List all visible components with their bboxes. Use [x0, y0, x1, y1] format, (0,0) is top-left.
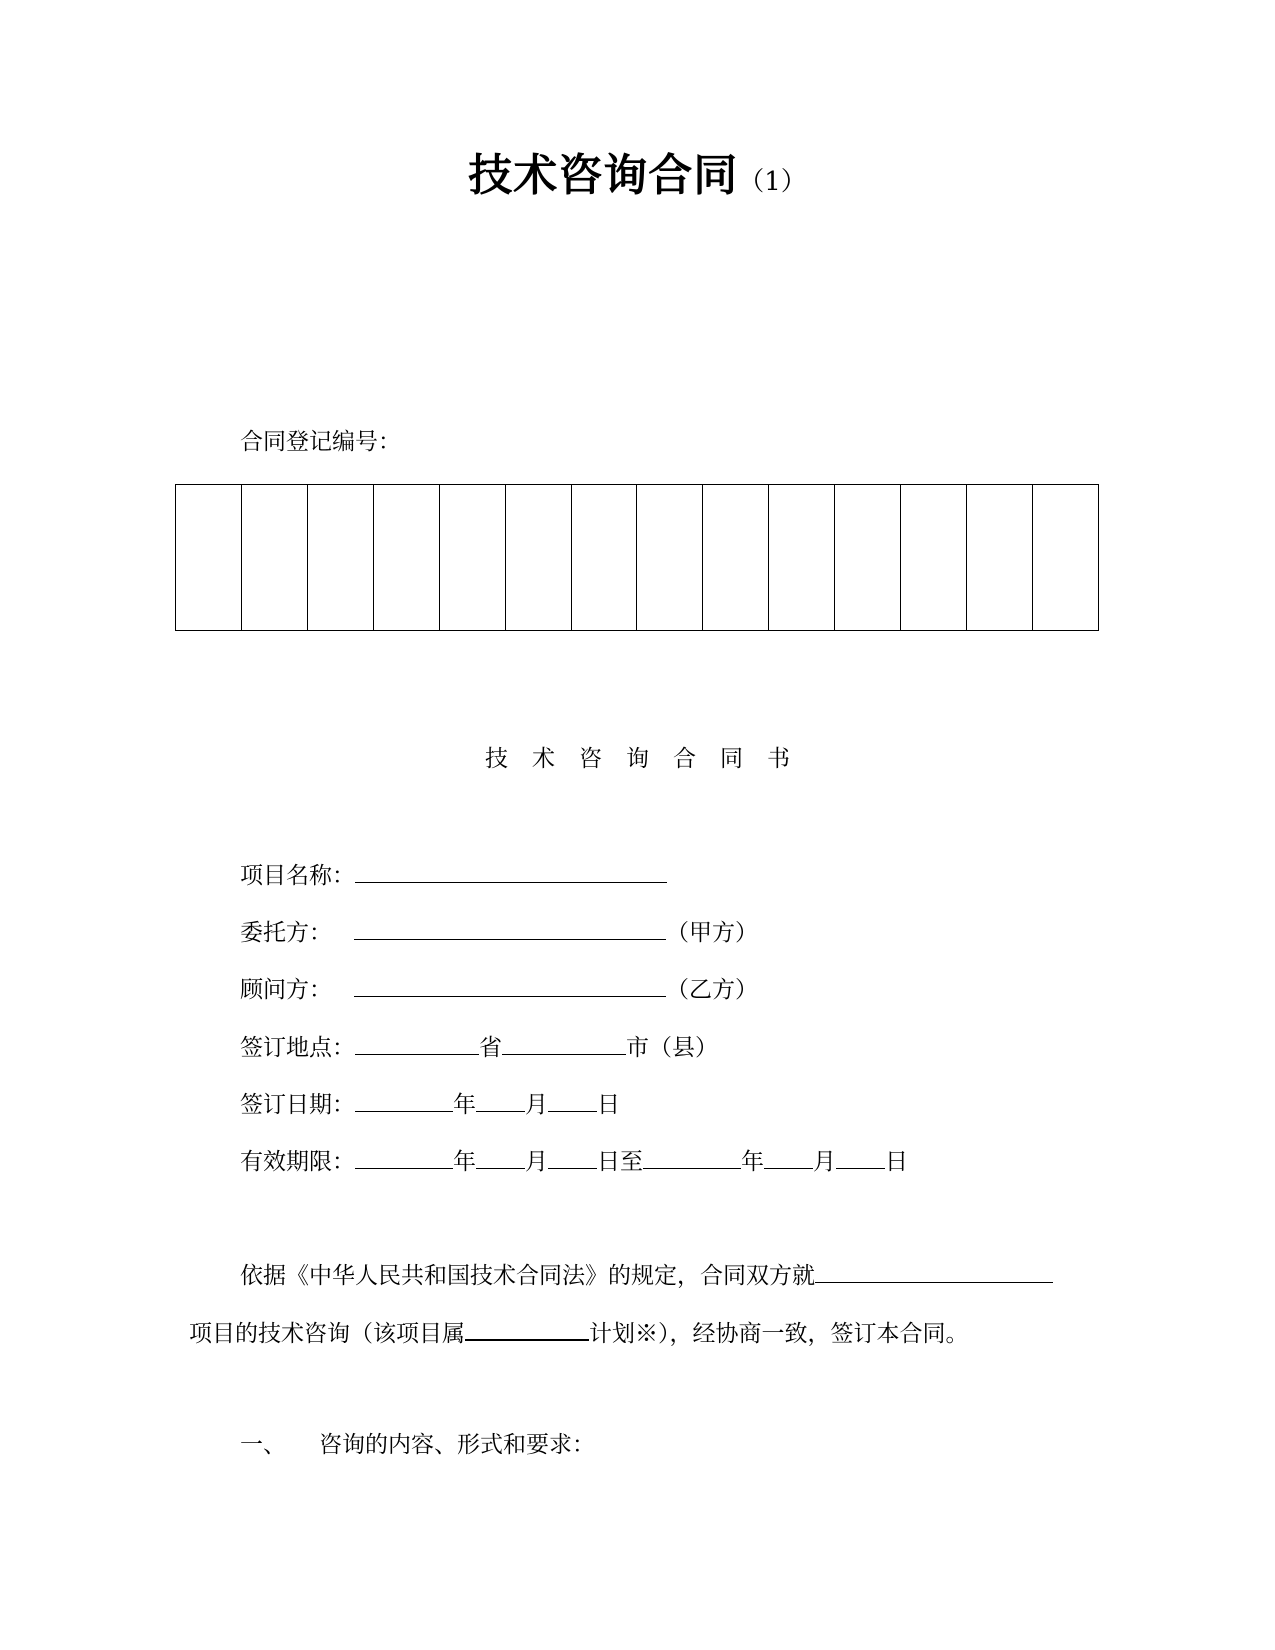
- day-to-label: 日至: [597, 1149, 643, 1175]
- registration-cell[interactable]: [769, 485, 835, 630]
- sign-month-field[interactable]: [476, 1091, 525, 1112]
- registration-cell[interactable]: [967, 485, 1033, 630]
- section-1-title: 咨询的内容、形式和要求：: [319, 1432, 595, 1458]
- preamble-line-2: [189, 1319, 969, 1346]
- registration-cell[interactable]: [308, 485, 374, 630]
- end-month-field[interactable]: [764, 1148, 813, 1169]
- registration-cell[interactable]: [1033, 485, 1098, 630]
- province-label: 省: [479, 1035, 502, 1061]
- consultant-label: 顾问方：: [240, 977, 332, 1003]
- registration-cell[interactable]: [637, 485, 703, 630]
- start-month-field[interactable]: [476, 1148, 525, 1169]
- validity-row: [240, 1148, 908, 1174]
- contract-subtitle: 技术咨询合同书: [485, 746, 814, 772]
- client-field[interactable]: [354, 919, 666, 940]
- preamble-text-1: 依据《中华人民共和国技术合同法》的规定，合同双方就: [240, 1263, 815, 1289]
- section-1-number: 一、: [240, 1432, 286, 1458]
- consultant-row: [240, 976, 758, 1002]
- registration-cell[interactable]: [440, 485, 506, 630]
- start-year-field[interactable]: [355, 1148, 453, 1169]
- preamble-text-2b: 计划※），经协商一致，签订本合同。: [589, 1321, 969, 1347]
- project-name-row: [240, 862, 667, 888]
- registration-cell[interactable]: [572, 485, 638, 630]
- city-field[interactable]: [502, 1034, 626, 1055]
- registration-cell[interactable]: [242, 485, 308, 630]
- project-name-label: 项目名称：: [240, 863, 355, 889]
- client-row: [240, 919, 758, 945]
- sign-date-label: 签订日期：: [240, 1092, 355, 1118]
- consultant-role: （乙方）: [666, 977, 758, 1003]
- title-main: 技术咨询合同: [468, 150, 739, 201]
- province-field[interactable]: [355, 1034, 479, 1055]
- registration-label: 合同登记编号：: [240, 429, 401, 455]
- end-year-label: 年: [741, 1149, 764, 1175]
- year-label: 年: [453, 1092, 476, 1118]
- registration-number-grid[interactable]: [175, 484, 1099, 631]
- end-day-field[interactable]: [836, 1148, 885, 1169]
- registration-cell[interactable]: [506, 485, 572, 630]
- start-month-label: 月: [525, 1149, 548, 1175]
- validity-label: 有效期限：: [240, 1149, 355, 1175]
- month-label: 月: [525, 1092, 548, 1118]
- title-number: （1）: [738, 167, 807, 197]
- sign-date-row: [240, 1091, 620, 1117]
- day-label: 日: [597, 1092, 620, 1118]
- registration-cell[interactable]: [703, 485, 769, 630]
- sign-year-field[interactable]: [355, 1091, 453, 1112]
- registration-cell[interactable]: [835, 485, 901, 630]
- registration-cell[interactable]: [901, 485, 967, 630]
- city-label: 市（县）: [626, 1035, 718, 1061]
- sign-place-row: [240, 1034, 718, 1060]
- start-day-field[interactable]: [548, 1148, 597, 1169]
- consultant-field[interactable]: [354, 976, 666, 997]
- end-day-label: 日: [885, 1149, 908, 1175]
- client-label: 委托方：: [240, 920, 332, 946]
- project-name-field[interactable]: [355, 862, 667, 883]
- sign-day-field[interactable]: [548, 1091, 597, 1112]
- sign-place-label: 签订地点：: [240, 1035, 355, 1061]
- end-year-field[interactable]: [643, 1148, 741, 1169]
- preamble-line-1: [240, 1262, 1053, 1288]
- plan-field[interactable]: [465, 1319, 589, 1341]
- start-year-label: 年: [453, 1149, 476, 1175]
- document-title: [0, 150, 1275, 201]
- preamble-text-2a: 项目的技术咨询（该项目属: [189, 1321, 465, 1347]
- registration-cell[interactable]: [176, 485, 242, 630]
- preamble-project-field[interactable]: [815, 1262, 1053, 1283]
- end-month-label: 月: [813, 1149, 836, 1175]
- registration-cell[interactable]: [374, 485, 440, 630]
- client-role: （甲方）: [666, 920, 758, 946]
